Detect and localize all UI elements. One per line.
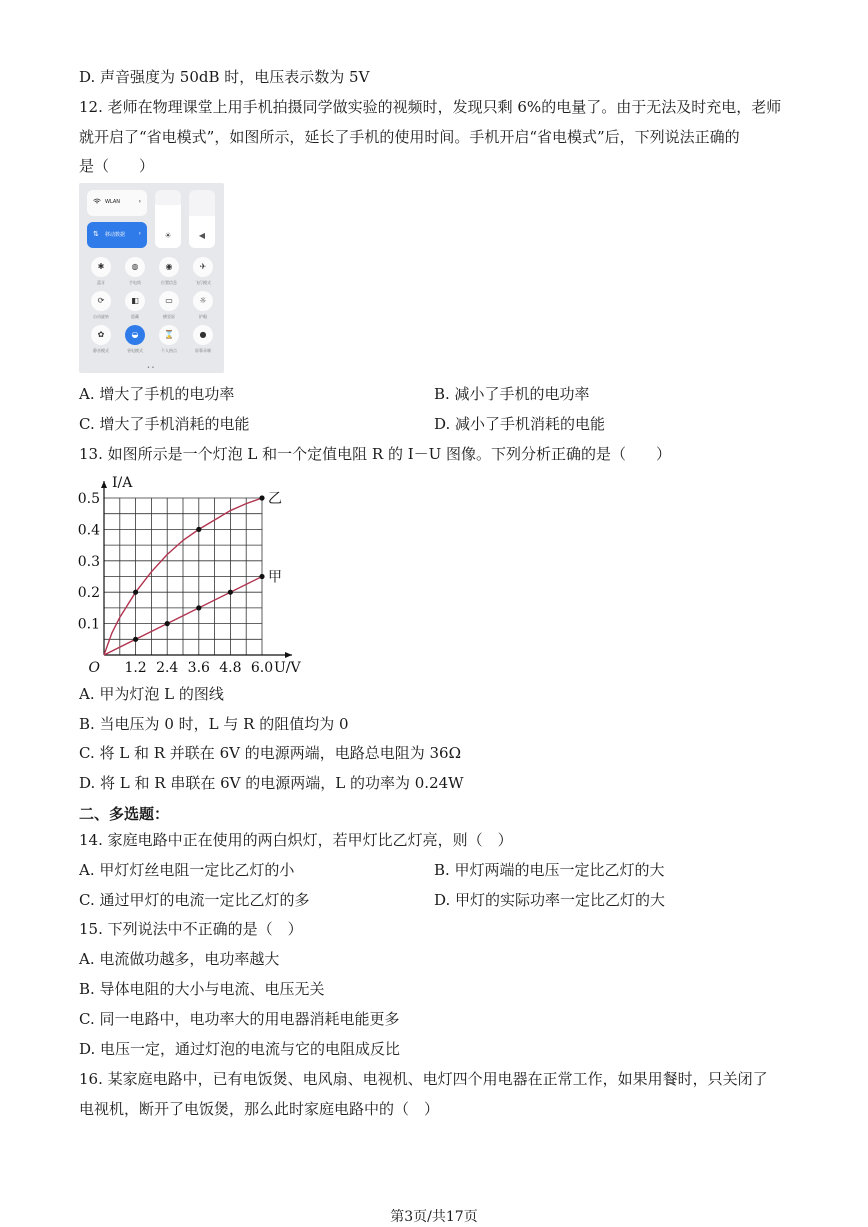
quick-tile-icon: ◉ [159, 257, 179, 277]
quick-tile-icon: ● [193, 325, 213, 345]
q15-option-a: A. 电流做功越多，电功率越大 [79, 950, 280, 968]
data-point [133, 590, 138, 595]
q12-stem-line-2: 就开启了“省电模式”，如图所示，延长了手机的使用时间。手机开启“省电模式”后，下列说法正确的 [79, 128, 740, 146]
q16-stem-line-2: 电视机，断开了电饭煲，那么此时家庭电路中的（ ） [79, 1100, 440, 1118]
quick-tile-icon: ◍ [125, 257, 145, 277]
wlan-card [87, 190, 147, 216]
quick-tile-icon: ⌛ [159, 325, 179, 345]
y-axis-label: I/A [112, 475, 133, 491]
signal-icon: ⇅ [93, 230, 99, 238]
q14-option-d: D. 甲灯的实际功率一定比乙灯的大 [434, 891, 666, 909]
chart-series [104, 491, 282, 655]
quick-tile-label: 隐藏 [131, 314, 139, 319]
q11-option-d: D. 声音强度为 50dB 时，电压表示数为 5V [79, 68, 370, 86]
quick-tile-icon: ▭ [159, 291, 179, 311]
q12-option-d: D. 减小了手机消耗的电能 [434, 415, 606, 433]
mobile-data-card [87, 222, 147, 248]
q13-option-c: C. 将 L 和 R 并联在 6V 的电源两端，电路总电阻为 36Ω [79, 744, 462, 762]
y-tick-label: 0.1 [77, 616, 100, 633]
quick-tile-label: 蓝牙 [97, 280, 105, 285]
x-tick-label: 4.8 [219, 660, 242, 676]
quick-tile-icon: ✱ [91, 257, 111, 277]
section-heading: 二、多选题： [79, 805, 170, 823]
brightness-slider [155, 190, 181, 248]
data-point [165, 621, 170, 626]
q13-stem: 13. 如图所示是一个灯泡 L 和一个定值电阻 R 的 I－U 图像。下列分析正确的是（ ） [79, 445, 672, 463]
data-point [196, 605, 201, 610]
quick-tile-label: 护眼 [199, 314, 207, 319]
q13-option-b: B. 当电压为 0 时，L 与 R 的阻值均为 0 [79, 715, 349, 733]
q14-option-a: A. 甲灯灯丝电阻一定比乙灯的小 [79, 861, 295, 879]
y-tick-label: 0.3 [77, 553, 100, 570]
quick-tile-icon: ◧ [125, 291, 145, 311]
quick-tile-label: 屏幕录制 [195, 348, 211, 353]
q12-option-a: A. 增大了手机的电功率 [79, 385, 235, 403]
quick-tile-icon: ☼ [193, 291, 213, 311]
data-point [259, 495, 264, 500]
x-tick-label: 1.2 [124, 660, 147, 676]
q12-option-c: C. 增大了手机消耗的电能 [79, 415, 250, 433]
data-point [228, 590, 233, 595]
quick-tile-icon: ◒ [125, 325, 145, 345]
quick-tile-label: 省电模式 [127, 348, 143, 353]
quick-tile-icon: ✈ [193, 257, 213, 277]
quick-tile-label: 静音模式 [93, 348, 109, 353]
q14-option-b: B. 甲灯两端的电压一定比乙灯的大 [434, 861, 665, 879]
x-tick-label: 6.0 [250, 660, 274, 676]
phone-control-panel [79, 183, 224, 373]
q12-stem-line-1: 12. 老师在物理课堂上用手机拍摄同学做实验的视频时，发现只剩 6%的电量了。由于无法及时充电，老师 [79, 98, 782, 116]
q15-option-d: D. 电压一定，通过灯泡的电流与它的电阻成反比 [79, 1040, 401, 1058]
q15-option-b: B. 导体电阻的大小与电流、电压无关 [79, 980, 325, 998]
chart-axes [101, 481, 292, 658]
mobile-data-label: 移动数据 [105, 232, 126, 238]
y-tick-label: 0.2 [77, 585, 100, 602]
wifi-icon [93, 198, 101, 207]
q15-option-c: C. 同一电路中，电功率大的用电器消耗电能更多 [79, 1010, 400, 1028]
y-axis-arrow [101, 481, 107, 488]
page-footer: 第3页/共17页 [390, 1209, 478, 1225]
volume-slider [189, 190, 215, 248]
quick-tile-label: 横竖屏 [163, 314, 175, 319]
x-tick-label: 3.6 [187, 660, 210, 676]
data-point [133, 637, 138, 642]
q15-stem: 15. 下列说法中不正确的是（ ） [79, 920, 303, 938]
quick-tile-label: 自动旋转 [93, 314, 109, 319]
chart-grid [104, 498, 262, 655]
quick-tile-label: 个人热点 [161, 348, 177, 353]
page-dots: • • [147, 365, 155, 371]
q14-stem: 14. 家庭电路中正在使用的两白炽灯，若甲灯比乙灯亮，则（ ） [79, 831, 513, 849]
quick-tile-icon: ⟳ [91, 291, 111, 311]
data-point [196, 527, 201, 532]
wlan-label: WLAN [105, 199, 121, 205]
q14-option-c: C. 通过甲灯的电流一定比乙灯的多 [79, 891, 310, 909]
origin-label: O [88, 660, 100, 676]
series-label: 甲 [268, 569, 282, 586]
quick-tile-label: 飞行模式 [195, 280, 211, 285]
q13-option-d: D. 将 L 和 R 串联在 6V 的电源两端，L 的功率为 0.24W [79, 774, 464, 792]
quick-tile-label: 位置信息 [161, 280, 177, 285]
brightness-fill [155, 205, 181, 249]
data-point [259, 574, 264, 579]
q16-stem-line-1: 16. 某家庭电路中，已有电饭煲、电风扇、电视机、电灯四个用电器在正常工作，如果用餐时，只关闭了 [79, 1070, 768, 1088]
q12-option-b: B. 减小了手机的电功率 [434, 385, 590, 403]
y-tick-label: 0.5 [77, 491, 100, 507]
x-axis-label: U/V [274, 660, 301, 676]
chevron-right-icon: › [138, 198, 141, 205]
q12-stem-line-3: 是（ ） [79, 157, 155, 175]
series-label: 乙 [268, 491, 282, 507]
x-axis-arrow [285, 652, 292, 658]
x-tick-label: 2.4 [156, 660, 179, 676]
quick-tile-icon: ✿ [91, 325, 111, 345]
volume-icon: ◀ [198, 231, 206, 240]
q13-option-a: A. 甲为灯泡 L 的图线 [79, 685, 224, 703]
i-u-chart [76, 473, 316, 678]
chevron-right-icon: › [138, 230, 141, 237]
brightness-icon: ☀ [164, 231, 172, 240]
quick-tile-label: 手电筒 [129, 280, 141, 285]
y-tick-label: 0.4 [77, 522, 100, 539]
